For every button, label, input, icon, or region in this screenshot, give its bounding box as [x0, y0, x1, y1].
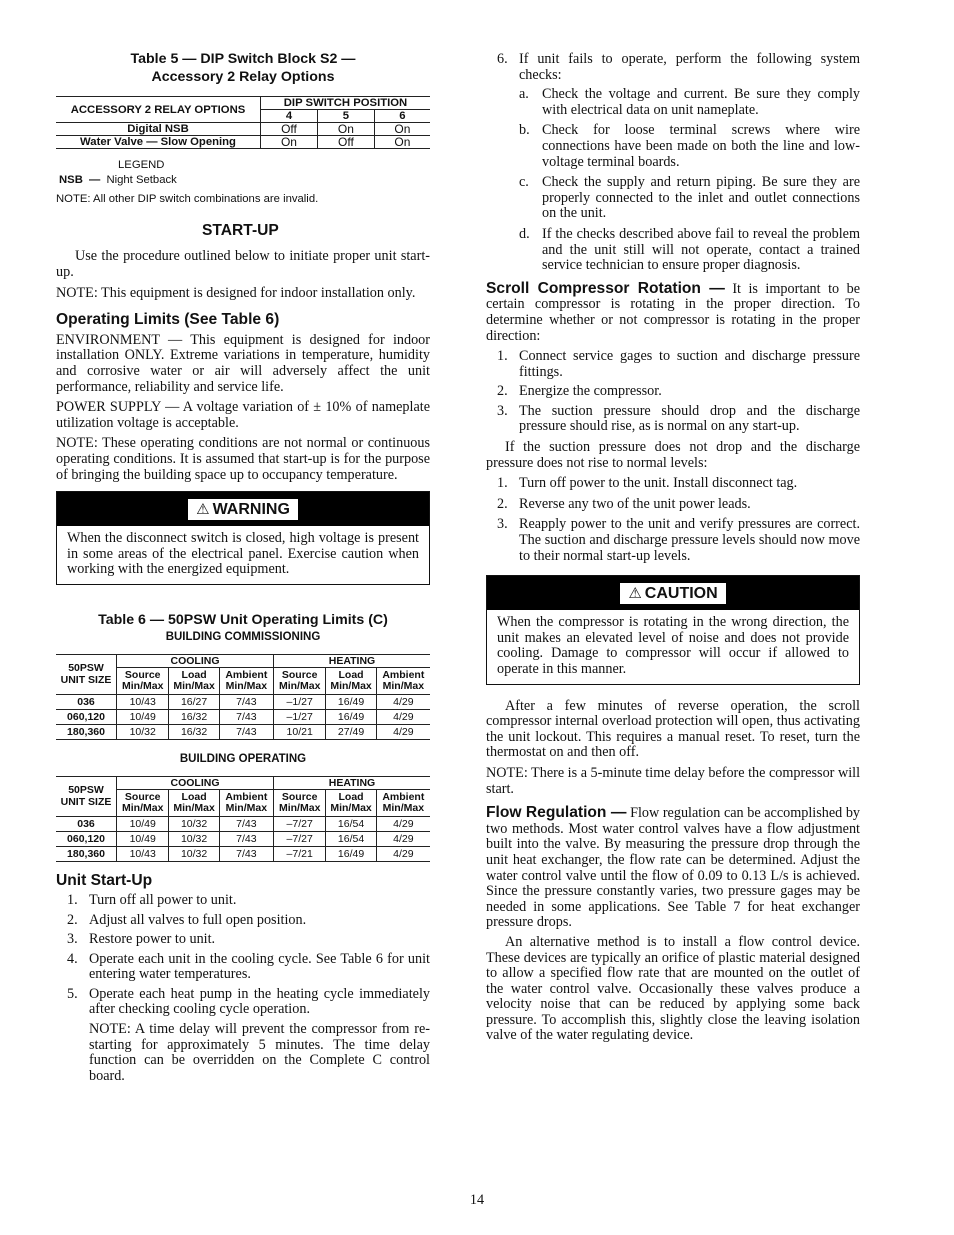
table6a-head	[56, 654, 430, 694]
table6-row-size: 060,120	[56, 709, 117, 724]
table6-subcol: Source Min/Max	[117, 667, 169, 694]
flow-heading: Flow Regulation —	[486, 804, 627, 822]
table6-row-size: 036	[56, 694, 117, 709]
scroll-intro-para	[486, 281, 860, 344]
list-item-number: 3.	[497, 516, 508, 533]
table5-cell: Off	[261, 123, 318, 136]
table6-row-size: 060,120	[56, 831, 117, 846]
table6-hdr-heating: HEATING	[273, 776, 430, 789]
legend-sep: —	[89, 174, 101, 186]
startup-heading: START-UP	[202, 222, 279, 239]
system-checks-intro: 6. If unit fails to operate, perform the following system checks:	[497, 51, 860, 83]
list-item-text: Operate each heat pump in the heating cycle immediately after checking cooling cycle operation.	[89, 985, 430, 1018]
table6-hdr-unit: 50PSW UNIT SIZE	[56, 776, 117, 816]
right-column	[486, 46, 860, 1044]
list-item-number: 1.	[67, 891, 78, 908]
list-item-text: Connect service gages to suction and discharge pressure fittings.	[519, 348, 860, 380]
warning-label-text: WARNING	[212, 500, 290, 518]
table6-subcol: Load Min/Max	[326, 789, 376, 816]
list-item-text: The suction pressure should drop and the discharge pressure should rise, as is normal on any start-up.	[519, 402, 860, 435]
table6-operating-title: BUILDING OPERATING	[179, 752, 307, 765]
startup-intro: Use the procedure outlined below to initiate proper unit start-up.	[56, 248, 430, 280]
scroll-if-not: If the suction pressure does not drop and the discharge pressure does not rise to normal levels:	[486, 439, 860, 471]
legend-abbr: NSB	[59, 174, 83, 186]
list-item-number: 2.	[497, 383, 508, 400]
table6a-body	[56, 694, 430, 739]
table6-cell: 16/27	[169, 694, 219, 709]
table6-row	[56, 709, 430, 724]
table6-operating	[56, 776, 430, 862]
list-item-text: If the checks described above fail to reveal the problem and the unit still will not operate, contact a trained service technician to ensure proper diagnosis.	[542, 225, 860, 274]
warning-triangle-icon: ⚠	[196, 500, 210, 518]
table6-cell: 10/49	[117, 831, 169, 846]
list-item	[519, 123, 860, 170]
page-number: 14	[469, 1192, 485, 1208]
table6-subcol: Load Min/Max	[169, 789, 219, 816]
table6-cell: –7/27	[273, 816, 325, 831]
caution-label	[620, 583, 725, 604]
list-item	[497, 497, 860, 513]
dip-position-5: 5	[317, 110, 374, 123]
caution-box	[486, 575, 860, 684]
table6-cell: 4/29	[376, 709, 430, 724]
table6-hdr-cooling: COOLING	[117, 776, 274, 789]
table6-cell: 7/43	[219, 831, 273, 846]
table6-cell: 7/43	[219, 694, 273, 709]
table6-commissioning	[56, 654, 430, 740]
startup-note: NOTE: This equipment is designed for indoor installation only.	[56, 285, 416, 302]
table5-caption-line1: Table 5 — DIP Switch Block S2 —	[130, 51, 356, 67]
table6-cell: 10/43	[117, 694, 169, 709]
table6-subcol: Source Min/Max	[117, 789, 169, 816]
table6-hdr-heating: HEATING	[273, 654, 430, 667]
list-item	[497, 517, 860, 564]
table5-cell: On	[374, 123, 430, 136]
after-reverse-text: After a few minutes of reverse operation, the scroll compressor internal overload protection will open, thus activating the unit lockout. This requires a manual reset. To reset, turn the thermostat on and then off.	[486, 697, 860, 761]
table6-subcol: Ambient Min/Max	[376, 667, 430, 694]
table6-cell: 16/54	[326, 831, 376, 846]
table6-subcol: Source Min/Max	[273, 667, 325, 694]
list-item-text: Energize the compressor.	[519, 383, 662, 400]
table6b-body	[56, 816, 430, 861]
table6-cell: 4/29	[376, 846, 430, 861]
table6-subcol: Load Min/Max	[169, 667, 219, 694]
list-item	[67, 987, 430, 1018]
table6-caption: Table 6 — 50PSW Unit Operating Limits (C)	[98, 611, 388, 628]
table6-cell: 4/29	[376, 831, 430, 846]
table6-row	[56, 816, 430, 831]
warning-text: When the disconnect switch is closed, high voltage is present in some areas of the electrical panel. Exercise caution when working with the energized equipment.	[67, 530, 419, 578]
table6-subcol: Ambient Min/Max	[219, 789, 273, 816]
list-item	[497, 349, 860, 380]
table6-header-row	[56, 776, 430, 789]
table6-subcol: Ambient Min/Max	[219, 667, 273, 694]
table6-cell: 16/49	[326, 709, 376, 724]
table6-cell: 10/32	[117, 724, 169, 739]
list-item-text: Restore power to unit.	[89, 931, 216, 948]
scroll-steps2-list	[486, 476, 860, 564]
table6-cell: 4/29	[376, 816, 430, 831]
system-checks-intro-list	[486, 52, 860, 83]
table6-cell: –7/21	[273, 846, 325, 861]
table6-cell: 4/29	[376, 694, 430, 709]
warning-label	[188, 499, 298, 520]
table5-hdr-dip: DIP SWITCH POSITION	[261, 97, 431, 110]
list-item	[497, 384, 860, 400]
table6-row-size: 036	[56, 816, 117, 831]
scroll-intro: It is important to be certain compressor is rotating in the proper direction. To determine whether or not compressor is rotating in the proper direction:	[486, 280, 860, 344]
legend-entry	[56, 174, 430, 186]
system-checks-intro-text: If unit fails to operate, perform the following system checks:	[519, 51, 860, 83]
scroll-heading: Scroll Compressor Rotation —	[486, 279, 725, 297]
caution-triangle-icon: ⚠	[628, 584, 642, 602]
table6-cell: 10/32	[169, 846, 219, 861]
unit-startup-note: NOTE: A time delay will prevent the compressor from re-starting for approximately 5 minutes. The time delay function can be overridden on the Complete C control board.	[89, 1021, 430, 1084]
table6-cell: 16/32	[169, 709, 219, 724]
operating-conditions-note: NOTE: These operating conditions are not normal or continuous operating conditions. It is assumed that start-up is for the purpose of bringing the building space up to occupancy temperature.	[56, 435, 430, 483]
legend-desc: Night Setback	[106, 174, 177, 186]
list-item-text: Check the voltage and current. Be sure they comply with electrical data on unit nameplate.	[542, 86, 860, 118]
table5-row	[56, 136, 430, 149]
table6-row	[56, 694, 430, 709]
flow-para1	[486, 805, 860, 931]
table5-cell: Off	[317, 136, 374, 149]
table6-subcol: Ambient Min/Max	[376, 789, 430, 816]
left-column	[56, 46, 430, 1084]
unit-startup-list	[56, 893, 430, 1018]
list-item-number: 1.	[497, 475, 508, 492]
table6-cell: 4/29	[376, 724, 430, 739]
list-item-number: b.	[519, 122, 530, 139]
table6-cell: 10/32	[169, 831, 219, 846]
list-item-number: 3.	[497, 402, 508, 419]
system-checks-list	[486, 87, 860, 274]
table5-cell: On	[374, 136, 430, 149]
table6-cell: 16/49	[326, 694, 376, 709]
caution-text: When the compressor is rotating in the wrong direction, the unit makes an elevated level of noise and does not provide cooling. Damage to compressor will occur if allowed to operate in this manner.	[497, 614, 849, 677]
table6-subcol: Source Min/Max	[273, 789, 325, 816]
list-item-number: 2.	[67, 911, 78, 928]
flow-text1: Flow regulation can be accomplished by two methods. Most water control valves have a flow adjustment built into the valve. By measuring the pressure drop through the unit heat exchanger, the flow rate can be determined. Adjust the water control valve until the flow of 0.09 to 0.13 L/s is achieved. Since the pressure constantly varies, two pressure gages may be needed in some applications. See Table 7 for heat exchanger pressure drops.	[486, 805, 861, 931]
warning-box	[56, 491, 430, 585]
table5-cell: On	[317, 123, 374, 136]
list-item	[519, 175, 860, 222]
table6-cell: –1/27	[273, 709, 325, 724]
table6-cell: 16/49	[326, 846, 376, 861]
table6-cell: 7/43	[219, 709, 273, 724]
flow-para2: An alternative method is to install a flow control device. These devices are typically an orifice of plastic material designed to allow a specified flow rate that are mounted on the outlet of the water control valve. Occasionally these valves produce a velocity noise that can be reduced by applying some back pressure. To accomplish this, slightly close the leaving isolation valve of the water regulating device.	[486, 933, 860, 1044]
list-item	[497, 476, 860, 492]
table6-row	[56, 724, 430, 739]
table5-caption-line2: Accessory 2 Relay Options	[151, 69, 335, 85]
list-item	[67, 952, 430, 983]
table6-header-row	[56, 654, 430, 667]
list-item-text: Reverse any two of the unit power leads.	[519, 495, 751, 512]
list-item-number: d.	[519, 225, 530, 242]
table6-cell: 10/49	[117, 709, 169, 724]
table6-cell: 7/43	[219, 816, 273, 831]
table5-note: NOTE: All other DIP switch combinations are invalid.	[56, 193, 319, 205]
table6-cell: 7/43	[219, 724, 273, 739]
list-item-number: 5.	[67, 985, 78, 1002]
list-item	[519, 87, 860, 118]
caution-label-text: CAUTION	[644, 584, 718, 602]
dip-position-4: 4	[261, 110, 318, 123]
table6-hdr-unit: 50PSW UNIT SIZE	[56, 654, 117, 694]
table5-hdr-accessory: ACCESSORY 2 RELAY OPTIONS	[56, 97, 261, 123]
table5-caption	[56, 50, 430, 86]
table5-cell: On	[261, 136, 318, 149]
list-item-text: Turn off power to the unit. Install disconnect tag.	[519, 475, 798, 492]
table6-cell: –1/27	[273, 694, 325, 709]
warning-header	[57, 492, 429, 526]
list-item	[519, 227, 860, 274]
caution-header	[487, 576, 859, 610]
list-item	[67, 893, 430, 909]
table6-cell: 10/43	[117, 846, 169, 861]
environment-text: ENVIRONMENT — This equipment is designed for indoor installation ONLY. Extreme variations in temperature, humidity and corrosive water or air will adversely affect the unit performance, reliability and service life.	[56, 331, 430, 395]
table6-hdr-cooling: COOLING	[117, 654, 274, 667]
table6-cell: 10/32	[169, 816, 219, 831]
table5-row-label: Digital NSB	[56, 123, 261, 136]
table6-cell: 10/49	[117, 816, 169, 831]
table6-row	[56, 831, 430, 846]
table6-cell: –7/27	[273, 831, 325, 846]
table6-cell: 16/32	[169, 724, 219, 739]
list-item-number: 2.	[497, 495, 508, 512]
list-item-text: Check the supply and return piping. Be sure they are properly connected to the inlet and outlet connections on the unit.	[542, 174, 860, 222]
table5	[56, 96, 430, 149]
table6-row-size: 180,360	[56, 846, 117, 861]
list-item	[67, 913, 430, 929]
table5-row	[56, 123, 430, 136]
table6-cell: 27/49	[326, 724, 376, 739]
list-item-number: 3.	[67, 931, 78, 948]
power-supply-text: POWER SUPPLY — A voltage variation of ± 10% of nameplate utilization voltage is acceptable.	[56, 399, 430, 431]
list-item-number: 1.	[497, 348, 508, 365]
table6-cell: 16/54	[326, 816, 376, 831]
time-delay-note: NOTE: There is a 5-minute time delay before the compressor will start.	[486, 764, 861, 797]
list-item-text: Operate each unit in the cooling cycle. See Table 6 for unit entering water temperatures.	[89, 950, 430, 983]
dip-position-6: 6	[374, 110, 430, 123]
list-item-text: Reapply power to the unit and verify pressures are correct. The suction and discharge pressure levels should now move to their normal start-up levels.	[519, 516, 860, 564]
unit-startup-heading: Unit Start-Up	[56, 871, 153, 889]
list-item-text: Check for loose terminal screws where wire connections have been made on both the line and low-voltage terminal boards.	[542, 122, 860, 170]
list-item	[497, 404, 860, 435]
table6-row	[56, 846, 430, 861]
table6-row-size: 180,360	[56, 724, 117, 739]
table6-cell: 7/43	[219, 846, 273, 861]
list-item-text: Turn off all power to unit.	[89, 891, 237, 908]
list-item-number: a.	[519, 86, 529, 103]
table6-commissioning-title: BUILDING COMMISSIONING	[165, 630, 321, 643]
list-item-text: Adjust all valves to full open position.	[89, 911, 307, 928]
scroll-steps-list	[486, 349, 860, 435]
table6-cell: 10/21	[273, 724, 325, 739]
legend-title: LEGEND	[118, 159, 165, 171]
table5-row-label: Water Valve — Slow Opening	[56, 136, 261, 149]
table6b-head	[56, 776, 430, 816]
list-item-number: c.	[519, 174, 529, 191]
operating-limits-heading: Operating Limits (See Table 6)	[56, 310, 280, 328]
list-item-number: 4.	[67, 950, 78, 967]
table6-subcol: Load Min/Max	[326, 667, 376, 694]
list-item	[67, 932, 430, 948]
